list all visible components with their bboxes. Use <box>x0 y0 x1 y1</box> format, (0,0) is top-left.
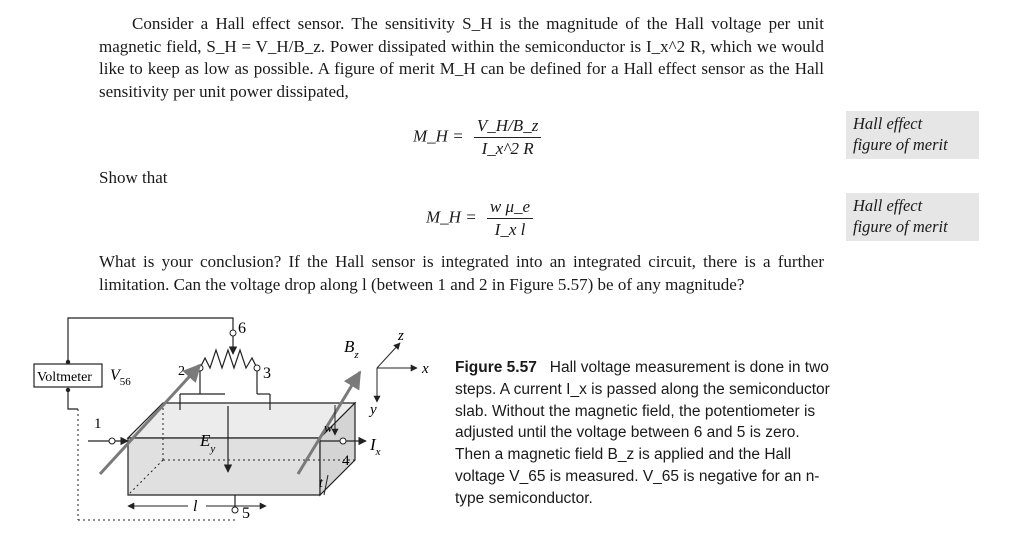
ey-label: $E_y$ <box>200 431 216 455</box>
contact-5-label: 5 <box>242 505 250 522</box>
equation-2 <box>426 197 533 240</box>
margin-note-2-line1: Hall effect <box>853 196 923 215</box>
problem-paragraph-2: What is your conclusion? If the Hall sensor is integrated into an integrated circuit, there is a further limitation. Can the voltage drop along l (between 1 and 2 in Figure 5.57) be of any magnitude? <box>99 252 824 294</box>
l-label: l <box>193 498 198 515</box>
caption-text: Hall voltage measurement is done in two steps. A current I_x is passed along the semiconductor slab. Without the magnetic field, the potentiometer is adjusted until the voltage between 6 and 5 is zero. Then a magnetic field B_z is applied and the Hall voltage V_65 is measured. V_65 is negative for an n-type semiconductor. <box>455 359 830 507</box>
axis-x-label: x <box>422 361 429 377</box>
equation-2-denominator: I_x l <box>494 220 526 239</box>
coordinate-axes <box>377 343 417 402</box>
equation-2-fraction <box>487 197 533 240</box>
equation-2-lhs: M_H = <box>426 207 477 227</box>
contact-3-label: 3 <box>263 365 271 382</box>
show-that-text: Show that <box>99 168 168 187</box>
equation-1-lhs: M_H = <box>413 126 464 146</box>
problem-paragraph-1: Consider a Hall effect sensor. The sensitivity S_H is the magnitude of the Hall voltage per unit magnetic field, S_H = V_H/B_z. Power dissipated within the semiconductor is I_x^2 R, which we would like to keep as low as possible. A figure of merit M_H can be defined for a Hall effect sensor as the Hall sensitivity per unit power dissipated, <box>99 14 824 101</box>
axis-z-label: z <box>398 328 404 344</box>
potentiometer <box>200 350 257 368</box>
margin-note-1 <box>846 111 979 159</box>
contact-6-label: 6 <box>238 320 246 337</box>
t-label: t <box>319 476 323 491</box>
wire-to-contact-6 <box>68 318 233 362</box>
ix-label: $I_x$ <box>370 435 381 458</box>
axis-y-label: y <box>370 402 377 418</box>
equation-1-numerator: V_H/B_z <box>474 116 541 138</box>
figure-caption <box>455 357 835 510</box>
equation-1-fraction <box>474 116 541 159</box>
hall-effect-figure <box>30 310 450 535</box>
margin-note-1-line2: figure of merit <box>853 135 948 154</box>
v56-label: $V_{56}$ <box>110 367 131 388</box>
voltmeter-label: Voltmeter <box>37 370 92 385</box>
equation-2-numerator: w μ_e <box>487 197 533 219</box>
margin-note-2-line2: figure of merit <box>853 217 948 236</box>
margin-note-1-line1: Hall effect <box>853 114 923 133</box>
contact-4-label: 4 <box>342 453 350 469</box>
equation-1-denominator: I_x^2 R <box>481 139 534 158</box>
w-label: w <box>324 420 333 435</box>
wire-to-contact-5 <box>68 390 78 409</box>
contact-2-label: 2 <box>178 364 185 379</box>
equation-1 <box>413 116 541 159</box>
contact-1-label: 1 <box>94 416 102 432</box>
margin-note-2 <box>846 193 979 241</box>
caption-title: Figure 5.57 <box>455 359 537 376</box>
bz-label: $B_z$ <box>344 337 359 361</box>
